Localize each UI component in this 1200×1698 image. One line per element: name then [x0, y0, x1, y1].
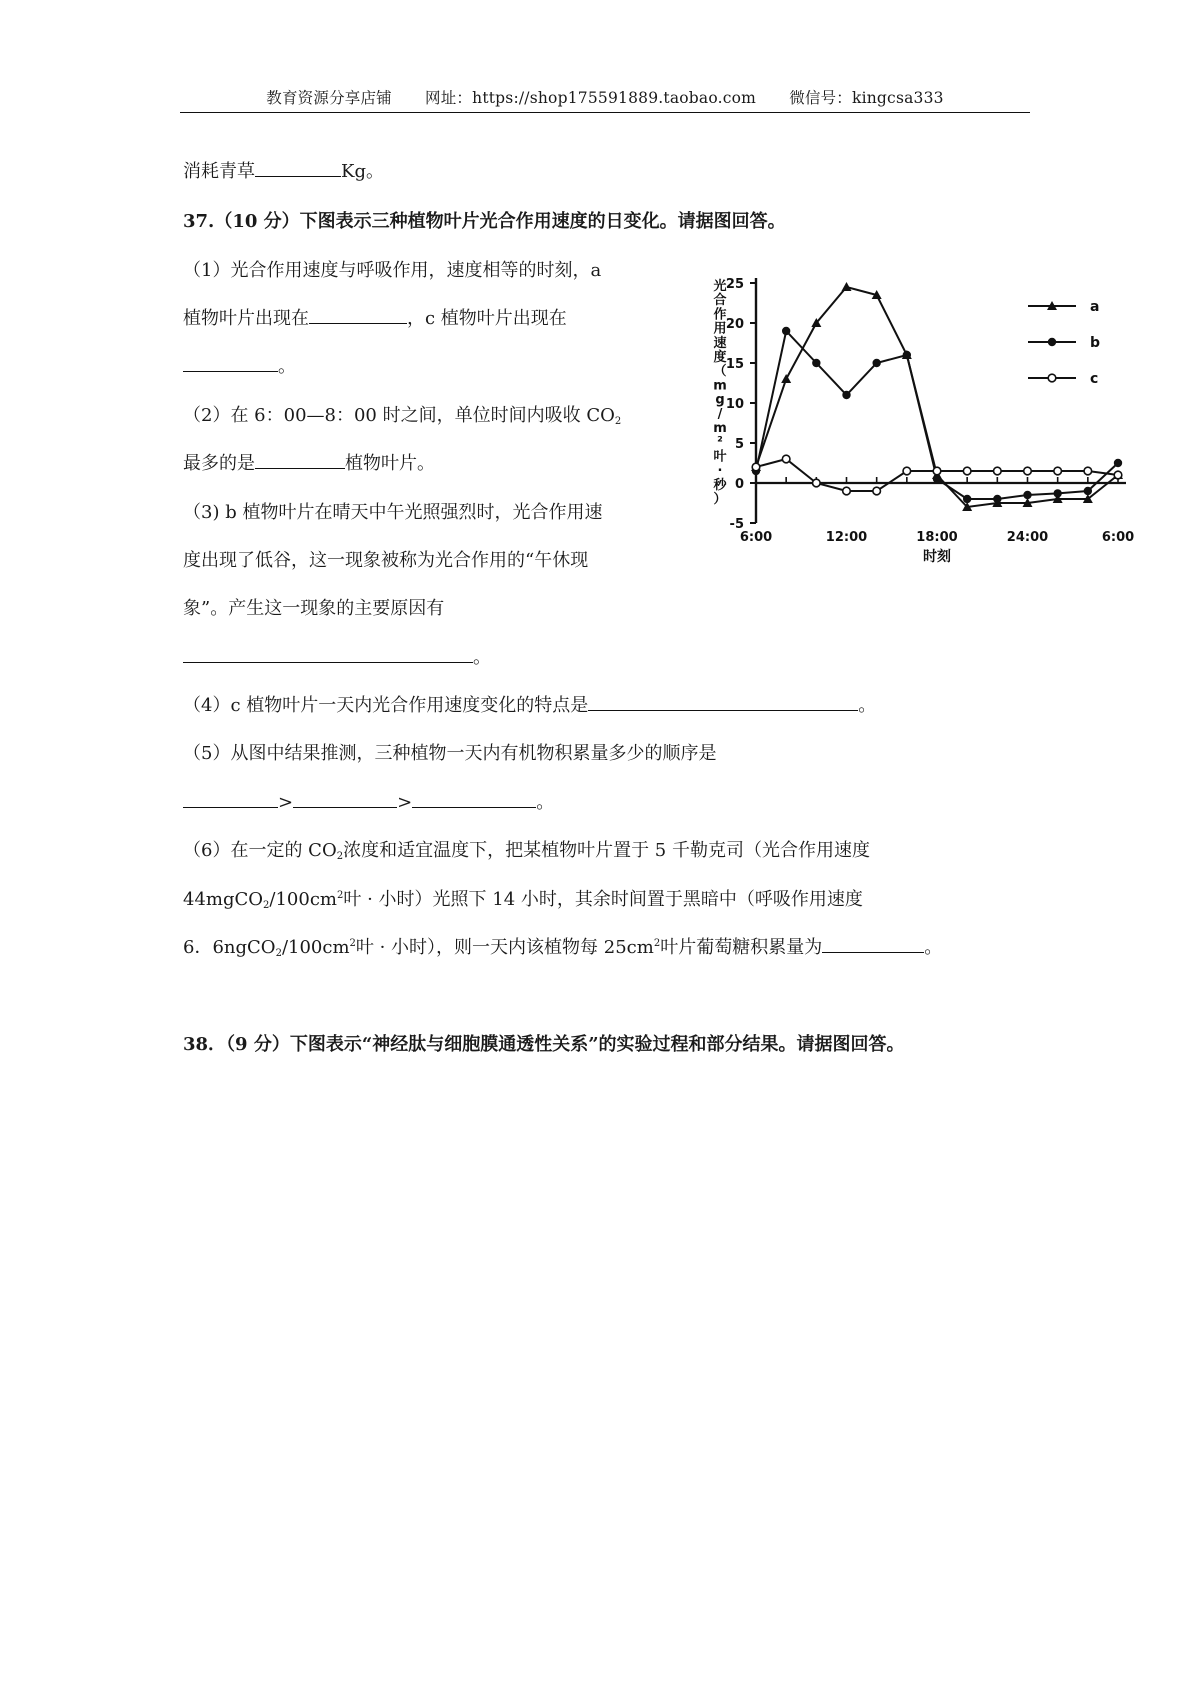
q37-p3-line1: （3) b 植物叶片在晴天中午光照强烈时，光合作用速: [183, 502, 603, 523]
answer-blank[interactable]: [183, 355, 278, 372]
data-point-b: [963, 495, 971, 503]
legend-label-c: c: [1090, 371, 1099, 387]
data-point-a: [842, 282, 852, 291]
legend-label-b: b: [1090, 335, 1101, 351]
y-tick-label: 25: [725, 277, 744, 292]
data-point-b: [993, 495, 1001, 503]
q37-p2-line2: 最多的是 植物叶片。: [183, 453, 435, 474]
y-tick-label: 20: [725, 317, 744, 332]
y-axis-title: [712, 278, 727, 507]
header-shop: 教育资源分享店铺: [266, 89, 392, 107]
data-point-b: [1114, 459, 1122, 467]
q37-p3-line2: 度出现了低谷，这一现象被称为光合作用的“午休现: [183, 550, 589, 571]
data-point-b: [782, 327, 790, 335]
q37-p1-line1: （1）光合作用速度与呼吸作用，速度相等的时刻，a: [183, 260, 602, 281]
x-tick-label: 6:00: [739, 530, 773, 545]
data-point-b: [872, 359, 880, 367]
data-point-c: [843, 487, 851, 495]
legend-marker-c: [1048, 374, 1056, 382]
answer-blank[interactable]: [309, 307, 407, 324]
data-point-b: [842, 391, 850, 399]
data-point-c: [1114, 471, 1122, 479]
x-axis-title: 时刻: [923, 549, 951, 565]
data-point-b: [903, 351, 911, 359]
data-point-c: [933, 467, 941, 475]
answer-blank[interactable]: [822, 936, 924, 953]
y-axis-title-char: 度: [713, 350, 727, 365]
answer-blank[interactable]: [293, 791, 397, 808]
data-point-c: [782, 455, 790, 463]
data-point-c: [873, 487, 881, 495]
data-point-b: [1053, 489, 1061, 497]
y-axis-title-char: m: [713, 421, 727, 436]
data-point-c: [1054, 467, 1062, 475]
header-wechat: 微信号：kingcsa333: [789, 89, 944, 107]
y-axis-title-char: ·: [717, 463, 723, 479]
answer-blank[interactable]: [255, 160, 341, 177]
q37-p3-line4: 。: [183, 643, 491, 669]
q37-p5-line2: > > 。: [183, 788, 554, 814]
answer-blank[interactable]: [588, 694, 858, 711]
data-point-b: [1023, 491, 1031, 499]
y-tick-label: 0: [734, 477, 744, 492]
y-tick-label: -5: [729, 517, 744, 532]
data-point-c: [1024, 467, 1032, 475]
q37-p6-line3: 6．$6ngCO_2/100cm^2$叶 · 小时），则一天内该植物每 $25cm^2$叶片葡萄糖积累量为 。: [183, 937, 943, 959]
y-axis-title-char: 光: [713, 279, 727, 294]
y-axis-title-char: 作: [713, 307, 727, 323]
y-axis-title-char: 用: [713, 321, 727, 337]
q37-p3-line3: 象”。产生这一现象的主要原因有: [183, 598, 445, 619]
data-point-c: [994, 467, 1002, 475]
data-point-c: [752, 463, 760, 471]
page-header: [180, 86, 1030, 108]
header-url: 网址：https://shop175591889.taobao.com: [425, 89, 757, 107]
y-axis-title-char: （: [713, 364, 727, 380]
q37-p1-line2: 植物叶片出现在 ，c 植物叶片出现在: [183, 308, 567, 329]
data-point-a: [781, 374, 791, 383]
q37-p4: （4）c 植物叶片一天内光合作用速度变化的特点是 。: [183, 695, 877, 716]
y-axis-title-char: 叶: [713, 449, 727, 465]
header-divider: [180, 112, 1030, 113]
data-point-b: [812, 359, 820, 367]
y-tick-label: 15: [725, 357, 744, 372]
q36-tail-line: 消耗青草 Kg。: [183, 161, 384, 182]
q37-p6-line1: （6）在一定的 $CO_2$浓度和适宜温度下，把某植物叶片置于 5 千勒克司（光合作用速度: [183, 840, 870, 862]
answer-blank[interactable]: [183, 646, 473, 663]
x-tick-label: 6:00: [1101, 530, 1135, 545]
y-axis-title-char: g: [715, 392, 725, 408]
q37-p5-line1: （5）从图中结果推测，三种植物一天内有机物积累量多少的顺序是: [183, 743, 717, 764]
y-axis-title-char: ）: [713, 492, 727, 507]
y-tick-label: 10: [725, 397, 744, 412]
x-tick-label: 12:00: [825, 530, 868, 545]
data-point-c: [963, 467, 971, 475]
legend-marker-b: [1048, 338, 1056, 346]
data-point-c: [903, 467, 911, 475]
y-axis-title-char: 合: [713, 293, 727, 309]
q37-p2-line1: （2）在 6：00—8：00 时之间，单位时间内吸收 $CO_2$: [183, 405, 622, 427]
y-axis-title-char: 秒: [713, 477, 727, 493]
q37-p1-line3: 。: [183, 352, 296, 378]
data-point-b: [1084, 487, 1092, 495]
photosynthesis-line-chart: [700, 268, 1160, 578]
data-point-c: [813, 479, 821, 487]
y-tick-label: 5: [734, 437, 744, 452]
y-axis-title-char: /: [717, 406, 723, 422]
answer-blank[interactable]: [183, 791, 278, 808]
x-tick-label: 18:00: [916, 530, 958, 545]
y-axis-title-char: ²: [717, 435, 723, 451]
q38-title: 38．（9 分）下图表示“神经肽与细胞膜通透性关系”的实验过程和部分结果。请据图回答。: [183, 1034, 905, 1055]
q37-p6-line2: $44mgCO_2/100cm^2$叶 · 小时）光照下 14 小时，其余时间置于黑暗中（呼吸作用速度: [183, 889, 863, 911]
legend-label-a: a: [1090, 299, 1100, 315]
y-axis-title-char: m: [713, 378, 727, 394]
data-point-c: [1084, 467, 1092, 475]
x-tick-label: 24:00: [1006, 530, 1049, 545]
answer-blank[interactable]: [412, 791, 536, 808]
q37-title: 37.（10 分）下图表示三种植物叶片光合作用速度的日变化。请据图回答。: [183, 211, 786, 232]
y-axis-title-char: 速: [713, 335, 727, 351]
answer-blank[interactable]: [255, 452, 345, 469]
data-point-b: [933, 475, 941, 483]
